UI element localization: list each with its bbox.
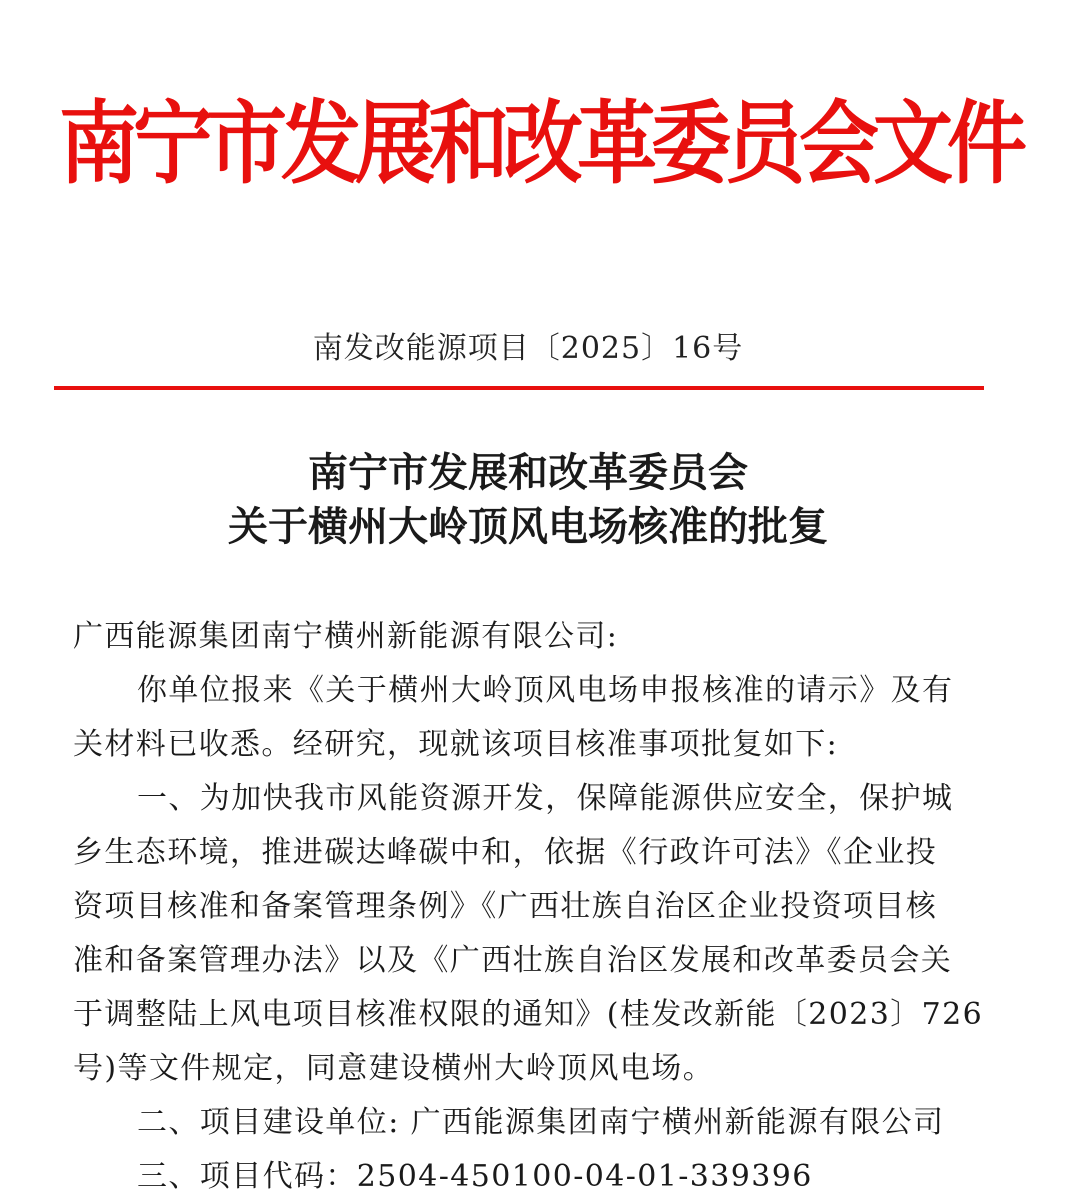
body-content	[73, 610, 985, 1204]
issuer-banner: 南宁市发展和改革委员会文件	[59, 90, 1021, 196]
body-line: 你单位报来《关于横州大岭顶风电场申报核准的请示》及有	[137, 673, 954, 708]
body-line: 一、为加快我市风能资源开发，保障能源供应安全，保护城	[137, 781, 954, 816]
document-title	[0, 446, 1056, 554]
document-number: 南发改能源项目〔2025〕16号	[312, 331, 744, 366]
body-line: 三、项目代码：2504-450100-04-01-339396	[137, 1159, 813, 1194]
body-line: 于调整陆上风电项目核准权限的通知》(桂发改新能〔2023〕726	[73, 997, 984, 1032]
body-line: 资项目核准和备案管理条例》《广西壮族自治区企业投资项目核	[73, 889, 938, 924]
body-line: 关材料已收悉。经研究，现就该项目核准事项批复如下:	[73, 727, 839, 762]
addressee: 广西能源集团南宁横州新能源有限公司:	[73, 619, 619, 654]
body-line: 准和备案管理办法》以及《广西壮族自治区发展和改革委员会关	[73, 943, 953, 978]
title-line-1: 南宁市发展和改革委员会	[308, 449, 748, 496]
body-line: 号)等文件规定，同意建设横州大岭顶风电场。	[73, 1051, 715, 1086]
title-line-2: 关于横州大岭顶风电场核准的批复	[228, 503, 828, 550]
red-divider	[54, 386, 984, 390]
body-line: 乡生态环境，推进碳达峰碳中和，依据《行政许可法》《企业投	[73, 835, 938, 870]
body-line: 二、项目建设单位: 广西能源集团南宁横州新能源有限公司	[137, 1105, 945, 1140]
